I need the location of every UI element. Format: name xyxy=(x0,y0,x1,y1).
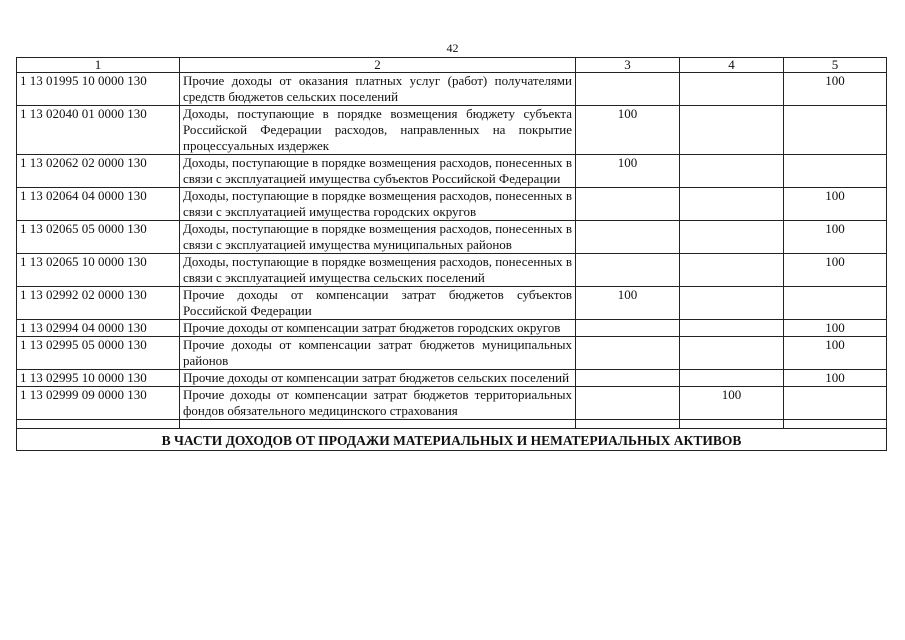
table-spacer-row xyxy=(17,420,887,429)
spacer-cell xyxy=(576,420,680,429)
row-value-col4 xyxy=(680,287,784,320)
row-code: 1 13 02995 05 0000 130 xyxy=(17,337,180,370)
row-value-col4: 100 xyxy=(680,387,784,420)
row-code: 1 13 01995 10 0000 130 xyxy=(17,73,180,106)
spacer-cell xyxy=(17,420,180,429)
table-row xyxy=(17,287,887,320)
table-row xyxy=(17,370,887,387)
row-value-col3 xyxy=(576,221,680,254)
row-value-col4 xyxy=(680,221,784,254)
row-value-col4 xyxy=(680,370,784,387)
table-row xyxy=(17,188,887,221)
row-description: Доходы, поступающие в порядке возмещения расходов, понесенных в связи с эксплуатацией имущества субъектов Российской Федерации xyxy=(180,155,576,188)
row-value-col3: 100 xyxy=(576,155,680,188)
section-heading: В ЧАСТИ ДОХОДОВ ОТ ПРОДАЖИ МАТЕРИАЛЬНЫХ И НЕМАТЕРИАЛЬНЫХ АКТИВОВ xyxy=(17,429,887,451)
row-description: Доходы, поступающие в порядке возмещения расходов, понесенных в связи с эксплуатацией имущества муниципальных районов xyxy=(180,221,576,254)
row-description: Прочие доходы от оказания платных услуг (работ) получателями средств бюджетов сельских поселений xyxy=(180,73,576,106)
row-code: 1 13 02065 10 0000 130 xyxy=(17,254,180,287)
row-value-col5: 100 xyxy=(784,221,887,254)
table-row xyxy=(17,221,887,254)
row-value-col3 xyxy=(576,370,680,387)
header-col-4: 4 xyxy=(680,58,784,73)
row-code: 1 13 02994 04 0000 130 xyxy=(17,320,180,337)
row-value-col5: 100 xyxy=(784,320,887,337)
spacer-cell xyxy=(784,420,887,429)
row-code: 1 13 02064 04 0000 130 xyxy=(17,188,180,221)
table-row xyxy=(17,320,887,337)
row-value-col4 xyxy=(680,320,784,337)
row-code: 1 13 02999 09 0000 130 xyxy=(17,387,180,420)
page-number: 42 xyxy=(446,41,459,55)
row-value-col3 xyxy=(576,254,680,287)
row-description: Прочие доходы от компенсации затрат бюджетов субъектов Российской Федерации xyxy=(180,287,576,320)
row-code: 1 13 02062 02 0000 130 xyxy=(17,155,180,188)
row-value-col3 xyxy=(576,320,680,337)
spacer-cell xyxy=(680,420,784,429)
row-description: Прочие доходы от компенсации затрат бюджетов сельских поселений xyxy=(180,370,576,387)
row-value-col3 xyxy=(576,387,680,420)
row-description: Доходы, поступающие в порядке возмещения расходов, понесенных в связи с эксплуатацией имущества городских округов xyxy=(180,188,576,221)
table-row xyxy=(17,337,887,370)
row-value-col5 xyxy=(784,287,887,320)
header-col-5: 5 xyxy=(784,58,887,73)
row-value-col5: 100 xyxy=(784,73,887,106)
row-description: Доходы, поступающие в порядке возмещения бюджету субъекта Российской Федерации расходов, направленных на покрытие процессуальных издержек xyxy=(180,106,576,155)
row-value-col5 xyxy=(784,155,887,188)
table-row xyxy=(17,73,887,106)
row-value-col5 xyxy=(784,387,887,420)
table-row xyxy=(17,254,887,287)
row-code: 1 13 02995 10 0000 130 xyxy=(17,370,180,387)
header-col-3: 3 xyxy=(576,58,680,73)
row-value-col4 xyxy=(680,337,784,370)
section-heading-row xyxy=(17,429,887,451)
spacer-cell xyxy=(180,420,576,429)
header-col-1: 1 xyxy=(17,58,180,73)
row-value-col4 xyxy=(680,106,784,155)
row-code: 1 13 02065 05 0000 130 xyxy=(17,221,180,254)
table-row xyxy=(17,387,887,420)
row-value-col3 xyxy=(576,188,680,221)
row-description: Доходы, поступающие в порядке возмещения расходов, понесенных в связи с эксплуатацией имущества сельских поселений xyxy=(180,254,576,287)
row-value-col4 xyxy=(680,155,784,188)
row-value-col5 xyxy=(784,106,887,155)
row-description: Прочие доходы от компенсации затрат бюджетов территориальных фондов обязательного медицинского страхования xyxy=(180,387,576,420)
row-value-col3: 100 xyxy=(576,287,680,320)
row-description: Прочие доходы от компенсации затрат бюджетов муниципальных районов xyxy=(180,337,576,370)
header-row xyxy=(17,58,887,73)
row-value-col4 xyxy=(680,73,784,106)
row-value-col5: 100 xyxy=(784,188,887,221)
row-value-col3 xyxy=(576,73,680,106)
header-col-2: 2 xyxy=(180,58,576,73)
row-value-col5: 100 xyxy=(784,337,887,370)
revenue-table xyxy=(16,57,887,451)
table-row xyxy=(17,155,887,188)
row-code: 1 13 02992 02 0000 130 xyxy=(17,287,180,320)
row-value-col4 xyxy=(680,188,784,221)
row-value-col5: 100 xyxy=(784,370,887,387)
row-value-col3: 100 xyxy=(576,106,680,155)
row-description: Прочие доходы от компенсации затрат бюджетов городских округов xyxy=(180,320,576,337)
row-value-col5: 100 xyxy=(784,254,887,287)
row-value-col4 xyxy=(680,254,784,287)
table-row xyxy=(17,106,887,155)
row-value-col3 xyxy=(576,337,680,370)
row-code: 1 13 02040 01 0000 130 xyxy=(17,106,180,155)
